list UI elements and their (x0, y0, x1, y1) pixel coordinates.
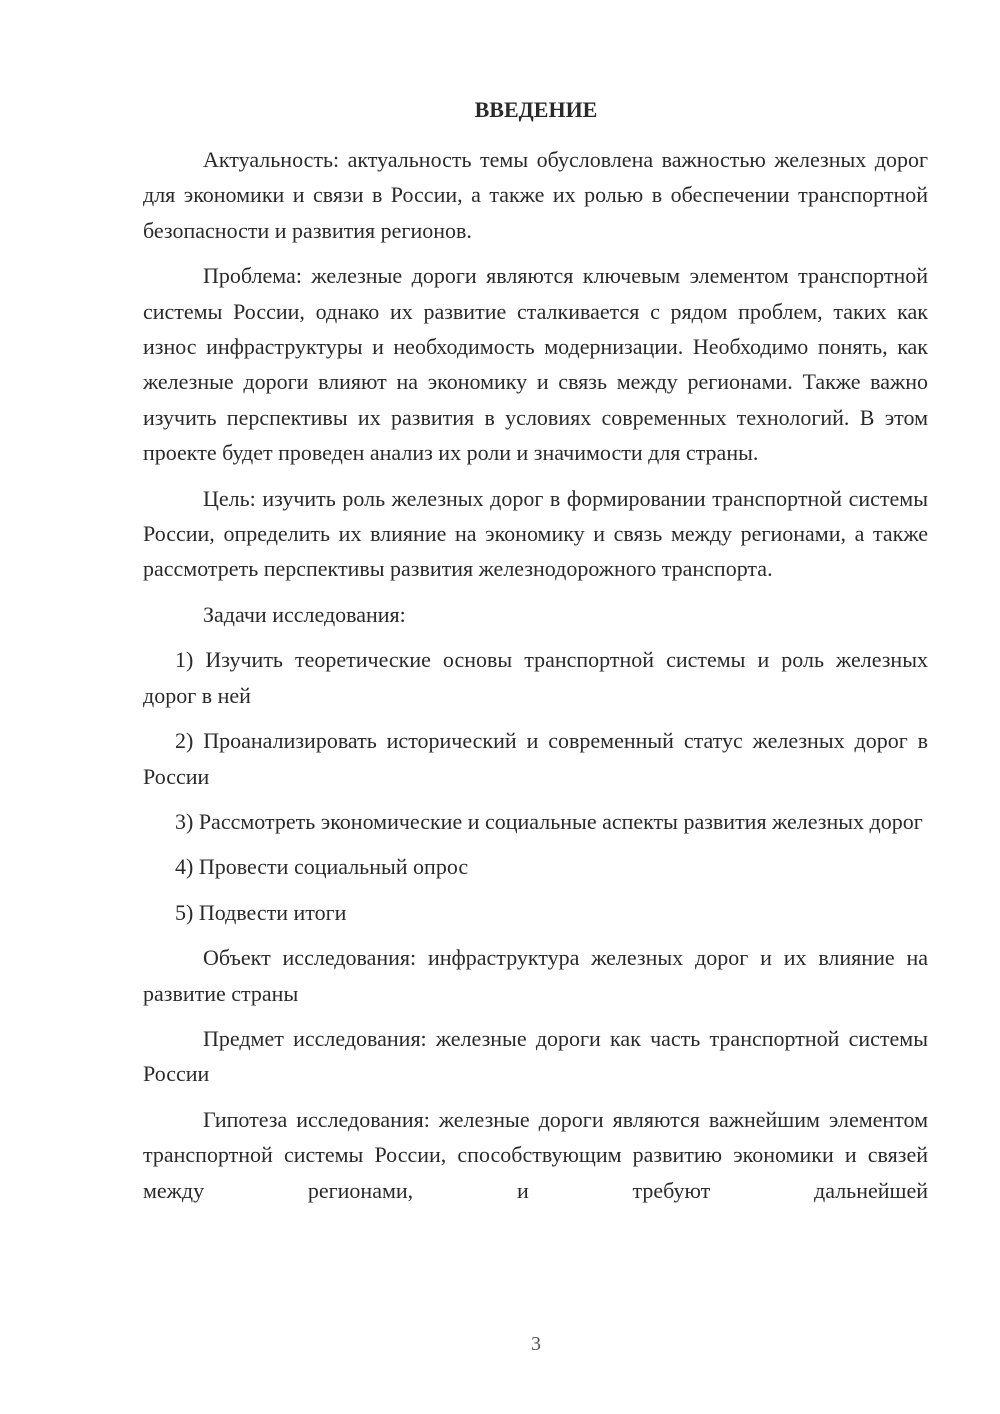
task-item: 4) Провести социальный опрос (175, 854, 469, 880)
task-item: 2) Проанализировать исторический и современный статус железных дорог в России (143, 728, 928, 789)
paragraph-goal: Цель: изучить роль железных дорог в формировании транспортной системы России, определить их влияние на экономику и связь между регионами, а также рассмотреть перспективы развития железнодорожного транспорта. (143, 485, 928, 582)
page-number: 3 (531, 1333, 541, 1355)
paragraph-hypothesis: Гипотеза исследования: железные дороги являются важнейшим элементом транспортной системы России, способствующим развитию экономики и связей между регионами, и требуют дальнейшей (143, 1106, 928, 1203)
paragraph-tasks-intro: Задачи исследования: (203, 601, 406, 627)
paragraph-relevance: Актуальность: актуальность темы обусловлена важностью железных дорог для экономики и связи в России, а также их ролью в обеспечении транспортной безопасности и развития регионов. (143, 147, 928, 243)
task-item: 1) Изучить теоретические основы транспортной системы и роль железных дорог в ней (143, 647, 928, 708)
task-item: 5) Подвести итоги (175, 899, 347, 925)
paragraph-problem: Проблема: железные дороги являются ключевым элементом транспортной системы России, однако их развитие сталкивается с рядом проблем, таких как износ инфраструктуры и необходимость модернизации. Необходимо понять, как железные дороги влияют на экономику и связь между регионами. Также важно изучить перспективы их развития в условиях современных технологий. В этом проекте будет проведен анализ их роли и значимости для страны. (143, 263, 928, 466)
paragraph-subject: Предмет исследования: железные дороги как часть транспортной системы России (143, 1025, 928, 1087)
paragraph-object: Объект исследования: инфраструктура железных дорог и их влияние на развитие страны (143, 945, 928, 1006)
document-body (143, 142, 928, 1208)
task-item: 3) Рассмотреть экономические и социальные аспекты развития железных дорог (175, 808, 923, 834)
section-heading: ВВЕДЕНИЕ (474, 97, 598, 122)
